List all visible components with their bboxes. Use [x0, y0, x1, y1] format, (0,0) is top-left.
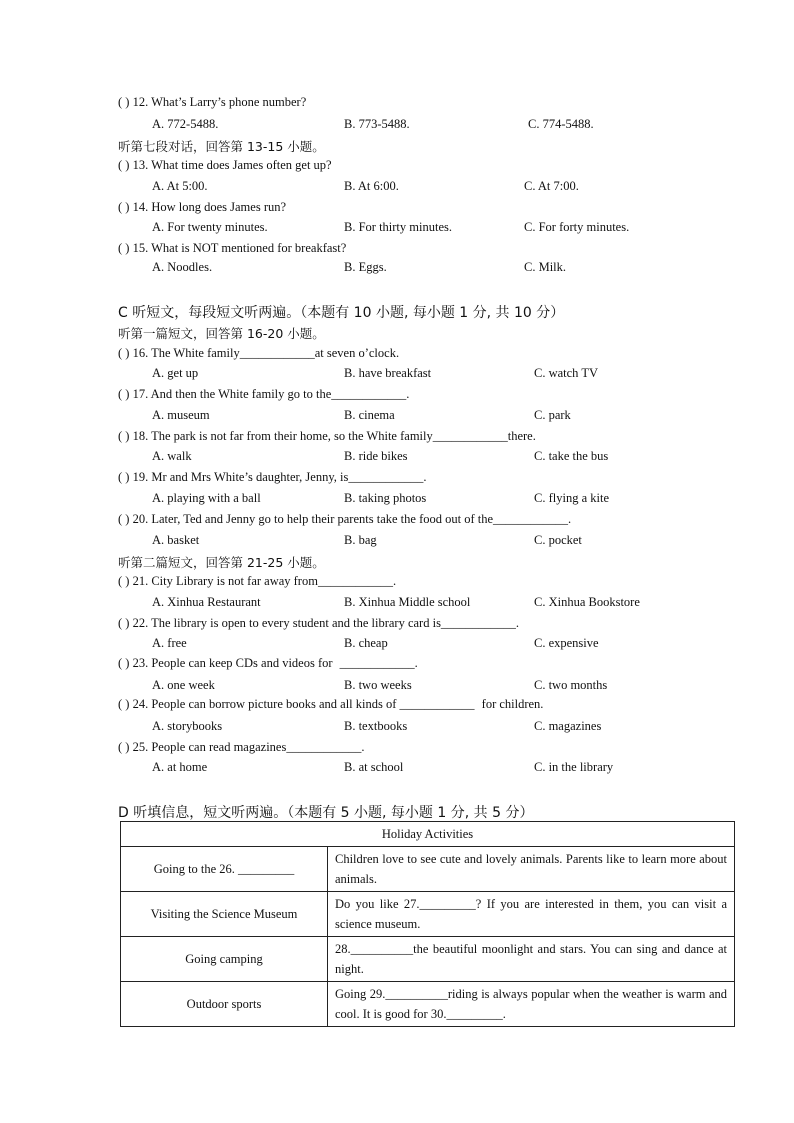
- q20-option-a: A. basket: [152, 533, 200, 547]
- row-desc-26: Children love to see cute and lovely animals. Parents like to learn more about animals.: [328, 847, 735, 892]
- row-label-27: Visiting the Science Museum: [121, 892, 328, 937]
- q14-option-b: B. For thirty minutes.: [344, 220, 452, 234]
- section-c-heading: C 听短文，每段短文听两遍。（本题有 10 小题, 每小题 1 分, 共 10 分）: [118, 305, 565, 321]
- q20-option-c: C. pocket: [534, 533, 582, 547]
- q15-option-c: C. Milk.: [524, 260, 567, 274]
- q24-stem-tail: for children.: [481, 697, 544, 711]
- q18-option-c: C. take the bus: [534, 449, 609, 463]
- q12-option-a: A. 772-5488.: [152, 117, 219, 131]
- question-25-stem: ( ) 25. People can read magazines____________.: [118, 740, 365, 754]
- passage-2-instruction: 听第二篇短文，回答第 21-25 小题。: [118, 555, 325, 570]
- q25-option-b: B. at school: [344, 760, 404, 774]
- q19-option-a: A. playing with a ball: [152, 491, 261, 505]
- question-18-stem: ( ) 18. The park is not far from their home, so the White family____________there.: [118, 429, 536, 443]
- question-17-stem: ( ) 17. And then the White family go to the____________.: [118, 387, 410, 401]
- q14-option-a: A. For twenty minutes.: [152, 220, 268, 234]
- q23-answer-blank: ____________.: [339, 656, 418, 670]
- dialog-7-instruction: 听第七段对话，回答第 13-15 小题。: [118, 139, 325, 154]
- table-title: Holiday Activities: [121, 822, 735, 847]
- q15-option-b: B. Eggs.: [344, 260, 387, 274]
- question-12-stem: ( ) 12. What’s Larry’s phone number?: [118, 95, 307, 109]
- q25-option-c: C. in the library: [534, 760, 614, 774]
- q12-option-c: C. 774-5488.: [528, 117, 594, 131]
- question-14-stem: ( ) 14. How long does James run?: [118, 200, 287, 214]
- q22-option-a: A. free: [152, 636, 187, 650]
- question-20-stem: ( ) 20. Later, Ted and Jenny go to help their parents take the food out of the____________.: [118, 512, 572, 526]
- q24-option-c: C. magazines: [534, 719, 602, 733]
- q23-option-a: A. one week: [152, 678, 215, 692]
- table-row: [121, 892, 735, 937]
- question-13-stem: ( ) 13. What time does James often get up?: [118, 158, 332, 172]
- q15-option-a: A. Noodles.: [152, 260, 213, 274]
- q18-option-b: B. ride bikes: [344, 449, 408, 463]
- question-16-stem: ( ) 16. The White family____________at seven o’clock.: [118, 346, 400, 360]
- q16-option-b: B. have breakfast: [344, 366, 432, 380]
- q24-stem-text: ( ) 24. People can borrow picture books and all kinds of: [118, 697, 397, 711]
- q17-option-c: C. park: [534, 408, 571, 422]
- q22-option-b: B. cheap: [344, 636, 388, 650]
- q18-option-a: A. walk: [152, 449, 192, 463]
- q16-option-c: C. watch TV: [534, 366, 598, 380]
- q21-option-a: A. Xinhua Restaurant: [152, 595, 261, 609]
- table-row: [121, 982, 735, 1027]
- q25-option-a: A. at home: [152, 760, 208, 774]
- passage-1-instruction: 听第一篇短文，回答第 16-20 小题。: [118, 326, 325, 341]
- question-21-stem: ( ) 21. City Library is not far away from____________.: [118, 574, 397, 588]
- q24-option-b: B. textbooks: [344, 719, 408, 733]
- row-desc-29-30: Going 29.__________riding is always popular when the weather is warm and cool. It is good for 30._________.: [328, 982, 735, 1027]
- q23-option-b: B. two weeks: [344, 678, 412, 692]
- q17-option-b: B. cinema: [344, 408, 395, 422]
- row-desc-28: 28.__________the beautiful moonlight and stars. You can sing and dance at night.: [328, 937, 735, 982]
- q13-option-c: C. At 7:00.: [524, 179, 579, 193]
- row-desc-27: Do you like 27._________? If you are interested in them, you can visit a science museum.: [328, 892, 735, 937]
- question-22-stem: ( ) 22. The library is open to every student and the library card is____________.: [118, 616, 520, 630]
- q19-option-c: C. flying a kite: [534, 491, 609, 505]
- q16-option-a: A. get up: [152, 366, 199, 380]
- question-19-stem: ( ) 19. Mr and Mrs White’s daughter, Jenny, is____________.: [118, 470, 427, 484]
- table-row: [121, 937, 735, 982]
- q21-option-c: C. Xinhua Bookstore: [534, 595, 640, 609]
- q24-option-a: A. storybooks: [152, 719, 223, 733]
- q24-answer-blank: ____________: [399, 697, 475, 711]
- row-label-29-30: Outdoor sports: [121, 982, 328, 1027]
- question-24-stem: [118, 697, 543, 712]
- section-d-heading: D 听填信息，短文听两遍。（本题有 5 小题, 每小题 1 分, 共 5 分）: [118, 805, 534, 821]
- q21-option-b: B. Xinhua Middle school: [344, 595, 471, 609]
- q14-option-c: C. For forty minutes.: [524, 220, 630, 234]
- q22-option-c: C. expensive: [534, 636, 599, 650]
- holiday-activities-table: [120, 821, 735, 1027]
- question-23-stem: [118, 656, 418, 671]
- q19-option-b: B. taking photos: [344, 491, 427, 505]
- table-row: [121, 847, 735, 892]
- q13-option-a: A. At 5:00.: [152, 179, 208, 193]
- row-label-26: Going to the 26. _________: [121, 847, 328, 892]
- question-15-stem: ( ) 15. What is NOT mentioned for breakfast?: [118, 241, 347, 255]
- q20-option-b: B. bag: [344, 533, 377, 547]
- q12-option-b: B. 773-5488.: [344, 117, 410, 131]
- q17-option-a: A. museum: [152, 408, 210, 422]
- q23-option-c: C. two months: [534, 678, 608, 692]
- q23-stem-text: ( ) 23. People can keep CDs and videos for: [118, 656, 333, 670]
- row-label-28: Going camping: [121, 937, 328, 982]
- q13-option-b: B. At 6:00.: [344, 179, 399, 193]
